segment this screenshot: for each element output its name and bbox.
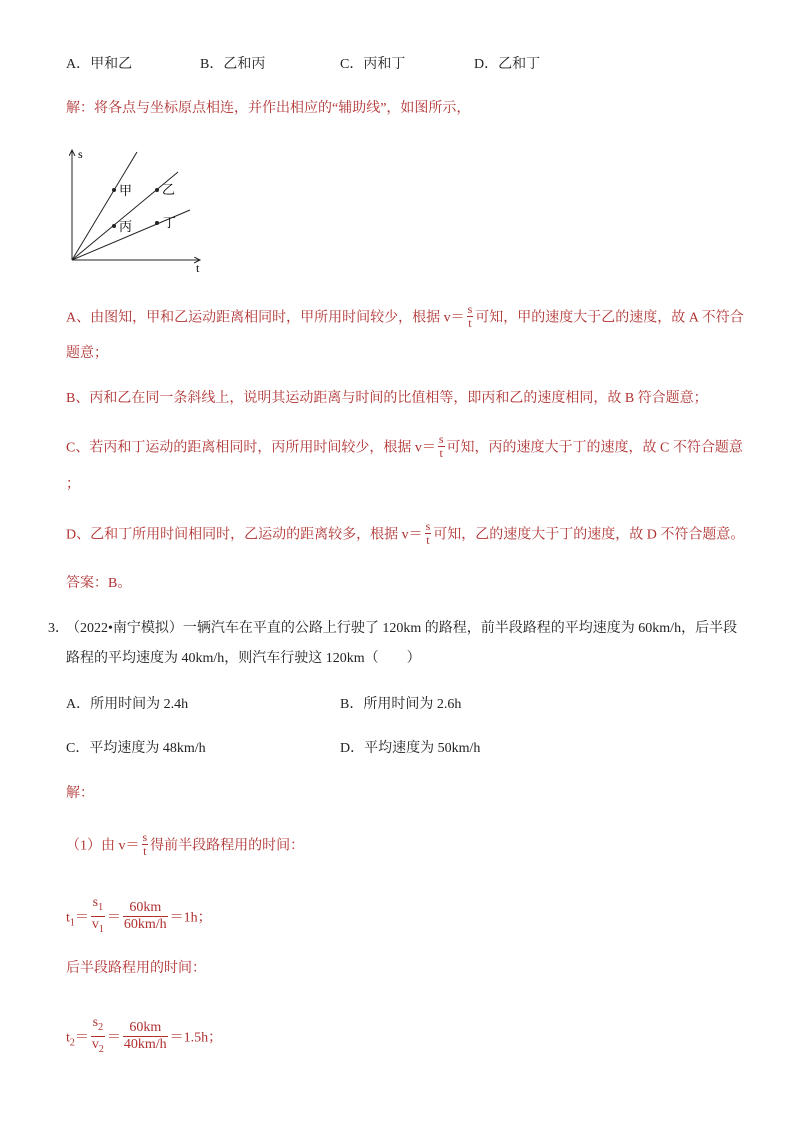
x-axis-label: t — [196, 261, 200, 275]
q3-option-c: C．平均速度为 48km/h — [66, 741, 206, 756]
option-d: D．乙和丁 — [474, 57, 541, 72]
point-ding — [155, 221, 159, 225]
q3-option-a: A．所用时间为 2.4h — [66, 697, 189, 712]
fraction-s1-over-v1: $\frac{s_1}{v_1}$ — [91, 895, 104, 935]
fraction-s2-over-v2: $\frac{s_2}{v_2}$ — [91, 1015, 104, 1055]
sol3-step1: （1）由 v＝ $\frac{s}{t}$ 得前半段路程用的时间： — [66, 830, 305, 858]
label-ding: 丁 — [163, 215, 177, 230]
option-a: A．甲和乙 — [66, 57, 133, 72]
sol3-label: 解： — [66, 786, 94, 801]
label-jia: 甲 — [119, 183, 133, 198]
analysis-c-cont: ； — [66, 477, 80, 492]
option-c: C．丙和丁 — [340, 57, 406, 72]
analysis-d: D、乙和丁所用时间相同时，乙运动的距离较多，根据 v＝ $\frac{s}{t}$ 可知，乙的速度大于丁的速度，故 D 不符合题意。 — [66, 519, 745, 547]
t2-equation: $t_2=$ $\frac{s_2}{v_2}$ ＝ $\frac{60km}{40km/h}$ ＝1.5h； — [66, 1017, 222, 1060]
fraction-s-over-t: $\frac{s}{t}$ — [142, 830, 148, 858]
analysis-b: B、丙和乙在同一条斜线上，说明其运动距离与时间的比值相等，即丙和乙的速度相同，故 B 符合题意； — [66, 391, 708, 406]
fraction-s-over-t: $\frac{s}{t}$ — [467, 302, 473, 330]
point-yi — [155, 188, 159, 192]
label-bing: 丙 — [119, 219, 133, 234]
line-jia — [72, 152, 137, 260]
solution-intro: 解：将各点与坐标原点相连，并作出相应的“辅助线”，如图所示， — [66, 101, 471, 116]
fraction-s-over-t: $\frac{s}{t}$ — [425, 519, 431, 547]
q3-stem-line2: 路程的平均速度为 40km/h，则汽车行驶这 120km（ ） — [66, 651, 421, 666]
option-b: B．乙和丙 — [200, 57, 266, 72]
q3-option-b: B．所用时间为 2.6h — [340, 697, 462, 712]
t1-equation: $t_1=$ $\frac{s_1}{v_1}$ ＝ $\frac{60km}{60km/h}$ ＝1h； — [66, 897, 212, 940]
analysis-a: A、由图知，甲和乙运动距离相同时，甲所用时间较少，根据 v＝ $\frac{s}{t}$ 可知，甲的速度大于乙的速度，故 A 不符合 — [66, 302, 744, 330]
analysis-a-cont: 题意； — [66, 346, 108, 361]
half2-label: 后半段路程用的时间： — [66, 961, 206, 976]
q3-option-d: D．平均速度为 50km/h — [340, 741, 481, 756]
answer: 答案：B。 — [66, 576, 132, 591]
s-t-graph — [62, 140, 212, 280]
fraction-s-over-t: $\frac{s}{t}$ — [438, 432, 444, 460]
label-yi: 乙 — [162, 182, 176, 197]
fraction-60km-over-40kmh: $\frac{60km}{40km/h}$ — [123, 1019, 167, 1052]
point-jia — [112, 188, 116, 192]
fraction-60km-over-60kmh: $\frac{60km}{60km/h}$ — [123, 899, 167, 932]
q3-number: 3． — [48, 621, 69, 636]
point-bing — [112, 224, 116, 228]
q3-stem-line1: （2022•南宁模拟）一辆汽车在平直的公路上行驶了 120km 的路程，前半段路程的平均速度为 60km/h，后半段 — [66, 621, 738, 636]
analysis-c: C、若丙和丁运动的距离相同时，丙所用时间较少，根据 v＝ $\frac{s}{t}$ 可知，丙的速度大于丁的速度，故 C 不符合题意 — [66, 432, 743, 460]
y-axis-label: s — [78, 147, 83, 161]
